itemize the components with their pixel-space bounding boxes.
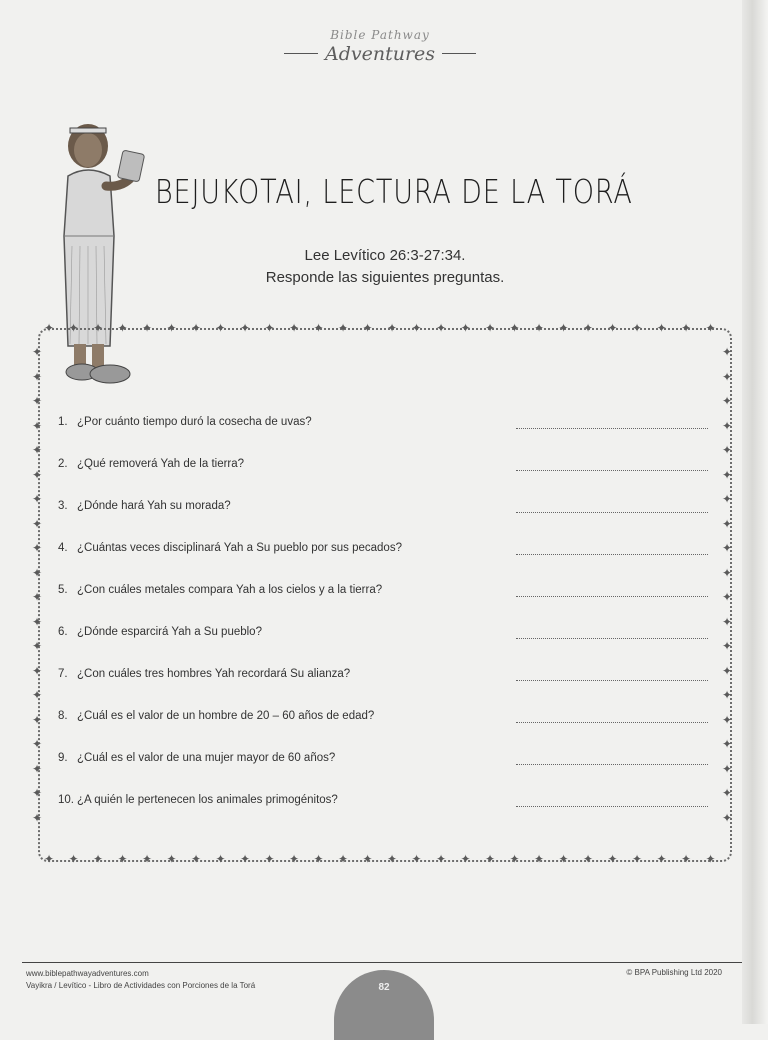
- border-star-icon: ✦: [722, 345, 733, 359]
- border-star-icon: ✦: [32, 492, 43, 506]
- border-star-icon: ✦: [632, 321, 643, 335]
- question-text: ¿Por cuánto tiempo duró la cosecha de uvas?: [77, 416, 312, 428]
- footer-rule: [22, 962, 742, 963]
- border-star-icon: ✦: [583, 852, 594, 866]
- border-star-icon: ✦: [191, 852, 202, 866]
- border-star-icon: ✦: [32, 761, 43, 776]
- border-star-icon: ✦: [68, 321, 79, 335]
- border-star-icon: ✦: [607, 321, 618, 335]
- border-star-icon: ✦: [607, 852, 618, 866]
- border-star-icon: ✦: [705, 852, 716, 866]
- border-star-icon: ✦: [583, 321, 594, 335]
- question-text: ¿Dónde esparcirá Yah a Su pueblo?: [77, 626, 262, 638]
- border-star-icon: ✦: [215, 852, 226, 866]
- border-star-icon: ✦: [32, 541, 43, 555]
- border-star-icon: ✦: [191, 321, 202, 335]
- border-star-icon: ✦: [534, 852, 545, 866]
- border-star-icon: ✦: [722, 737, 733, 751]
- border-star-icon: ✦: [32, 443, 43, 457]
- border-star-icon: ✦: [68, 852, 79, 866]
- answer-line[interactable]: [516, 553, 708, 555]
- border-star-icon: ✦: [32, 737, 43, 751]
- border-star-icon: ✦: [32, 614, 43, 629]
- border-star-icon: ✦: [722, 786, 733, 800]
- border-star-icon: ✦: [32, 565, 43, 580]
- border-star-icon: ✦: [558, 852, 569, 866]
- border-star-icon: ✦: [32, 810, 43, 825]
- border-star-icon: ✦: [411, 321, 422, 335]
- border-star-icon: ✦: [460, 321, 471, 335]
- question-item: [58, 496, 718, 538]
- border-star-icon: ✦: [387, 852, 398, 866]
- page-number: 82: [378, 982, 390, 993]
- question-number: 7.: [58, 668, 68, 680]
- question-item: [58, 790, 718, 832]
- border-star-icon: ✦: [93, 321, 104, 335]
- border-star-icon: ✦: [681, 852, 692, 866]
- border-star-icon: ✦: [722, 663, 733, 678]
- border-star-icon: ✦: [313, 852, 324, 866]
- question-text: ¿A quién le pertenecen los animales primogénitos?: [77, 794, 338, 806]
- answer-line[interactable]: [516, 679, 708, 681]
- question-text: ¿Con cuáles tres hombres Yah recordará Su alianza?: [77, 668, 351, 680]
- question-item: [58, 454, 718, 496]
- border-star-icon: ✦: [656, 321, 667, 335]
- question-number: 8.: [58, 710, 68, 722]
- border-star-icon: ✦: [240, 321, 251, 335]
- question-item: [58, 664, 718, 706]
- page-number-tab: [334, 970, 434, 1040]
- border-star-icon: ✦: [32, 639, 43, 653]
- border-star-icon: ✦: [460, 852, 471, 866]
- border-star-icon: ✦: [656, 852, 667, 866]
- answer-line[interactable]: [516, 511, 708, 513]
- border-star-icon: ✦: [289, 852, 300, 866]
- brand-logo: [280, 28, 480, 78]
- border-star-icon: ✦: [142, 852, 153, 866]
- logo-top-text: Bible Pathway: [330, 28, 430, 42]
- border-star-icon: ✦: [681, 321, 692, 335]
- border-star-icon: ✦: [722, 394, 733, 408]
- logo-rule-left: [284, 53, 318, 54]
- question-text: ¿Con cuáles metales compara Yah a los cielos y a la tierra?: [77, 584, 383, 596]
- question-text: ¿Dónde hará Yah su morada?: [77, 500, 231, 512]
- question-item: [58, 706, 718, 748]
- border-star-icon: ✦: [44, 852, 55, 866]
- border-star-icon: ✦: [32, 786, 43, 800]
- instructions: [200, 245, 570, 289]
- question-number: 10.: [58, 794, 74, 806]
- border-star-icon: ✦: [722, 688, 733, 702]
- footer-book-title: Vayikra / Levítico - Libro de Actividades con Porciones de la Torá: [26, 981, 256, 990]
- border-star-icon: ✦: [485, 321, 496, 335]
- border-star-icon: ✦: [485, 852, 496, 866]
- border-star-icon: ✦: [215, 321, 226, 335]
- border-star-icon: ✦: [722, 810, 733, 825]
- question-number: 4.: [58, 542, 68, 554]
- border-star-icon: ✦: [338, 321, 349, 335]
- footer-left: [26, 968, 255, 992]
- border-star-icon: ✦: [32, 516, 43, 531]
- instruction-reading: Lee Levítico 26:3-27:34.: [304, 247, 466, 264]
- border-star-icon: ✦: [93, 852, 104, 866]
- page-title: BEJUKOTAI, LECTURA DE LA TORÁ: [155, 172, 633, 211]
- answer-line[interactable]: [516, 721, 708, 723]
- border-star-icon: ✦: [362, 321, 373, 335]
- question-item: [58, 622, 718, 664]
- logo-rule-right: [442, 53, 476, 54]
- answer-line[interactable]: [516, 469, 708, 471]
- question-list: [58, 412, 718, 832]
- border-star-icon: ✦: [32, 394, 43, 408]
- border-star-icon: ✦: [264, 321, 275, 335]
- answer-line[interactable]: [516, 763, 708, 765]
- answer-line[interactable]: [516, 637, 708, 639]
- border-star-icon: ✦: [722, 369, 733, 384]
- border-star-icon: ✦: [722, 590, 733, 604]
- border-star-icon: ✦: [338, 852, 349, 866]
- border-star-icon: ✦: [362, 852, 373, 866]
- border-star-icon: ✦: [722, 516, 733, 531]
- border-star-icon: ✦: [117, 852, 128, 866]
- question-number: 3.: [58, 500, 68, 512]
- instruction-task: Responde las siguientes preguntas.: [265, 269, 505, 286]
- border-star-icon: ✦: [289, 321, 300, 335]
- question-number: 6.: [58, 626, 68, 638]
- border-star-icon: ✦: [32, 688, 43, 702]
- border-star-icon: ✦: [534, 321, 545, 335]
- border-star-icon: ✦: [32, 467, 43, 482]
- border-star-icon: ✦: [436, 321, 447, 335]
- border-star-icon: ✦: [722, 639, 733, 653]
- border-star-icon: ✦: [722, 418, 733, 433]
- answer-line[interactable]: [516, 805, 708, 807]
- border-star-icon: ✦: [722, 614, 733, 629]
- border-star-icon: ✦: [240, 852, 251, 866]
- border-star-icon: ✦: [264, 852, 275, 866]
- border-star-icon: ✦: [722, 541, 733, 555]
- border-star-icon: ✦: [705, 321, 716, 335]
- border-star-icon: ✦: [32, 590, 43, 604]
- question-text: ¿Cuál es el valor de una mujer mayor de 60 años?: [77, 752, 336, 764]
- border-star-icon: ✦: [722, 443, 733, 457]
- logo-main-text: Adventures: [324, 43, 436, 65]
- border-star-icon: ✦: [509, 852, 520, 866]
- border-star-icon: ✦: [558, 321, 569, 335]
- border-star-icon: ✦: [509, 321, 520, 335]
- question-text: ¿Cuál es el valor de un hombre de 20 – 60 años de edad?: [77, 710, 375, 722]
- border-star-icon: ✦: [722, 565, 733, 580]
- border-star-icon: ✦: [32, 369, 43, 384]
- answer-line[interactable]: [516, 427, 708, 429]
- question-number: 1.: [58, 416, 68, 428]
- question-item: [58, 580, 718, 622]
- border-star-icon: ✦: [166, 321, 177, 335]
- border-star-icon: ✦: [117, 321, 128, 335]
- question-item: [58, 412, 718, 454]
- border-star-icon: ✦: [32, 712, 43, 727]
- border-star-icon: ✦: [32, 663, 43, 678]
- border-star-icon: ✦: [313, 321, 324, 335]
- answer-line[interactable]: [516, 595, 708, 597]
- border-star-icon: ✦: [436, 852, 447, 866]
- border-star-icon: ✦: [722, 761, 733, 776]
- border-star-icon: ✦: [44, 321, 55, 335]
- border-star-icon: ✦: [32, 418, 43, 433]
- border-star-icon: ✦: [722, 492, 733, 506]
- border-star-icon: ✦: [166, 852, 177, 866]
- question-text: ¿Qué removerá Yah de la tierra?: [77, 458, 245, 470]
- border-star-icon: ✦: [632, 852, 643, 866]
- border-star-icon: ✦: [722, 467, 733, 482]
- question-item: [58, 748, 718, 790]
- question-item: [58, 538, 718, 580]
- border-star-icon: ✦: [142, 321, 153, 335]
- footer-copyright: © BPA Publishing Ltd 2020: [626, 968, 722, 977]
- border-star-icon: ✦: [387, 321, 398, 335]
- border-star-icon: ✦: [722, 712, 733, 727]
- question-number: 2.: [58, 458, 68, 470]
- border-star-icon: ✦: [411, 852, 422, 866]
- page-edge-shadow: [742, 0, 768, 1024]
- question-number: 9.: [58, 752, 68, 764]
- question-text: ¿Cuántas veces disciplinará Yah a Su pueblo por sus pecados?: [77, 542, 402, 554]
- question-number: 5.: [58, 584, 68, 596]
- footer-website: www.biblepathwayadventures.com: [26, 969, 149, 978]
- border-star-icon: ✦: [32, 345, 43, 359]
